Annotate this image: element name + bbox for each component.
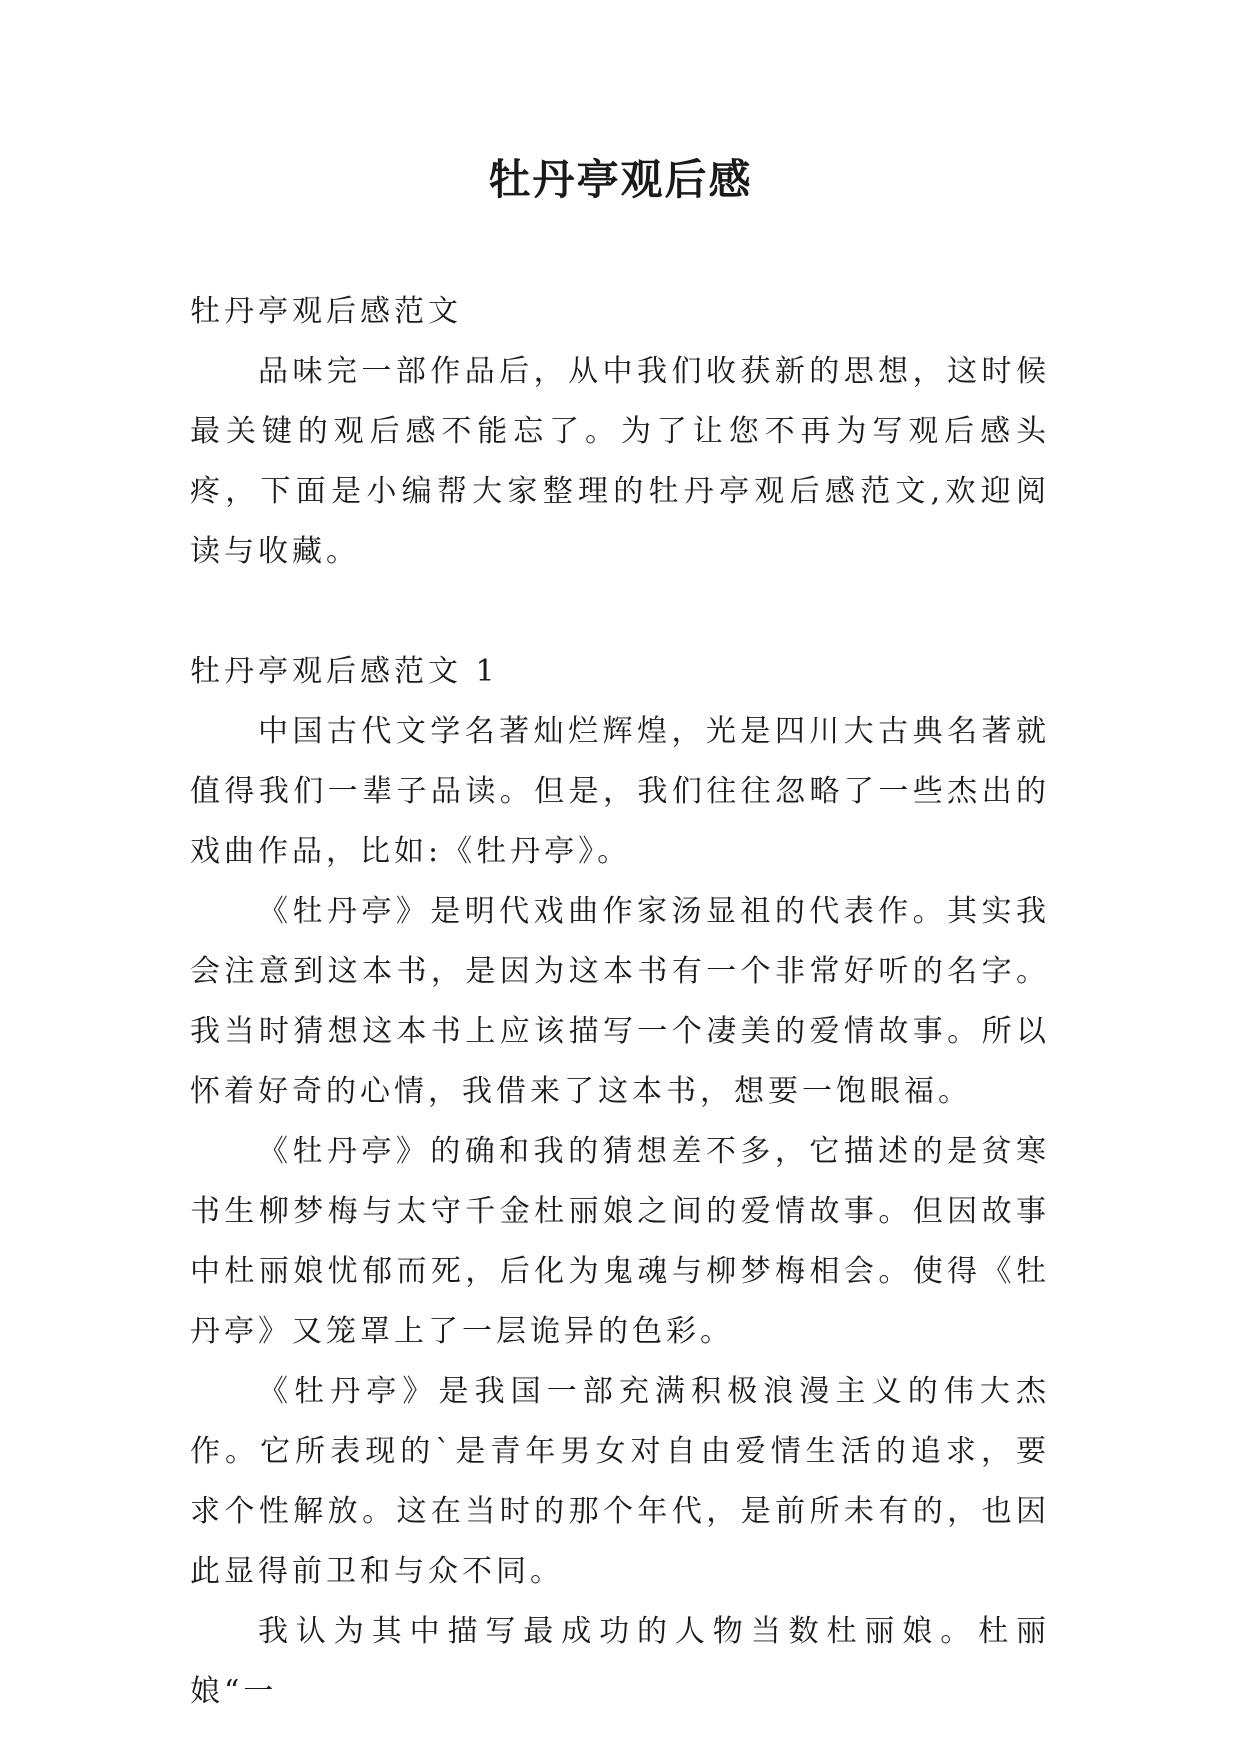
intro-paragraph: 品味完一部作品后，从中我们收获新的思想，这时候最关键的观后感不能忘了。为了让您不再为写观后感头疼，下面是小编帮大家整理的牡丹亭观后感范文,欢迎阅读与收藏。 <box>190 354 1050 569</box>
paragraph-4: 《牡丹亭》是我国一部充满积极浪漫主义的伟大杰作。它所表现的`是青年男女对自由爱情生活的追求，要求个性解放。这在当时的那个年代，是前所未有的，也因此显得前卫和与众不同。 <box>190 1374 1050 1589</box>
spacer <box>190 582 1050 642</box>
paragraph-2: 《牡丹亭》是明代戏曲作家汤显祖的代表作。其实我会注意到这本书，是因为这本书有一个非常好听的名字。我当时猜想这本书上应该描写一个凄美的爱情故事。所以怀着好奇的心情，我借来了这本书，想要一饱眼福。 <box>190 894 1050 1109</box>
section-heading: 牡丹亭观后感范文 1 <box>190 654 499 689</box>
paragraph-5: 我认为其中描写最成功的人物当数杜丽娘。杜丽娘“一 <box>190 1614 1050 1709</box>
paragraph-3: 《牡丹亭》的确和我的猜想差不多，它描述的是贫寒书生柳梦梅与太守千金杜丽娘之间的爱情故事。但因故事中杜丽娘忧郁而死，后化为鬼魂与柳梦梅相会。使得《牡丹亭》又笼罩上了一层诡异的色彩。 <box>190 1134 1050 1349</box>
paragraph-1: 中国古代文学名著灿烂辉煌，光是四川大古典名著就值得我们一辈子品读。但是，我们往往忽略了一些杰出的戏曲作品，比如:《牡丹亭》。 <box>190 714 1050 869</box>
document-title: 牡丹亭观后感 <box>488 155 753 204</box>
document-body <box>190 282 1050 1722</box>
subtitle: 牡丹亭观后感范文 <box>190 294 462 329</box>
